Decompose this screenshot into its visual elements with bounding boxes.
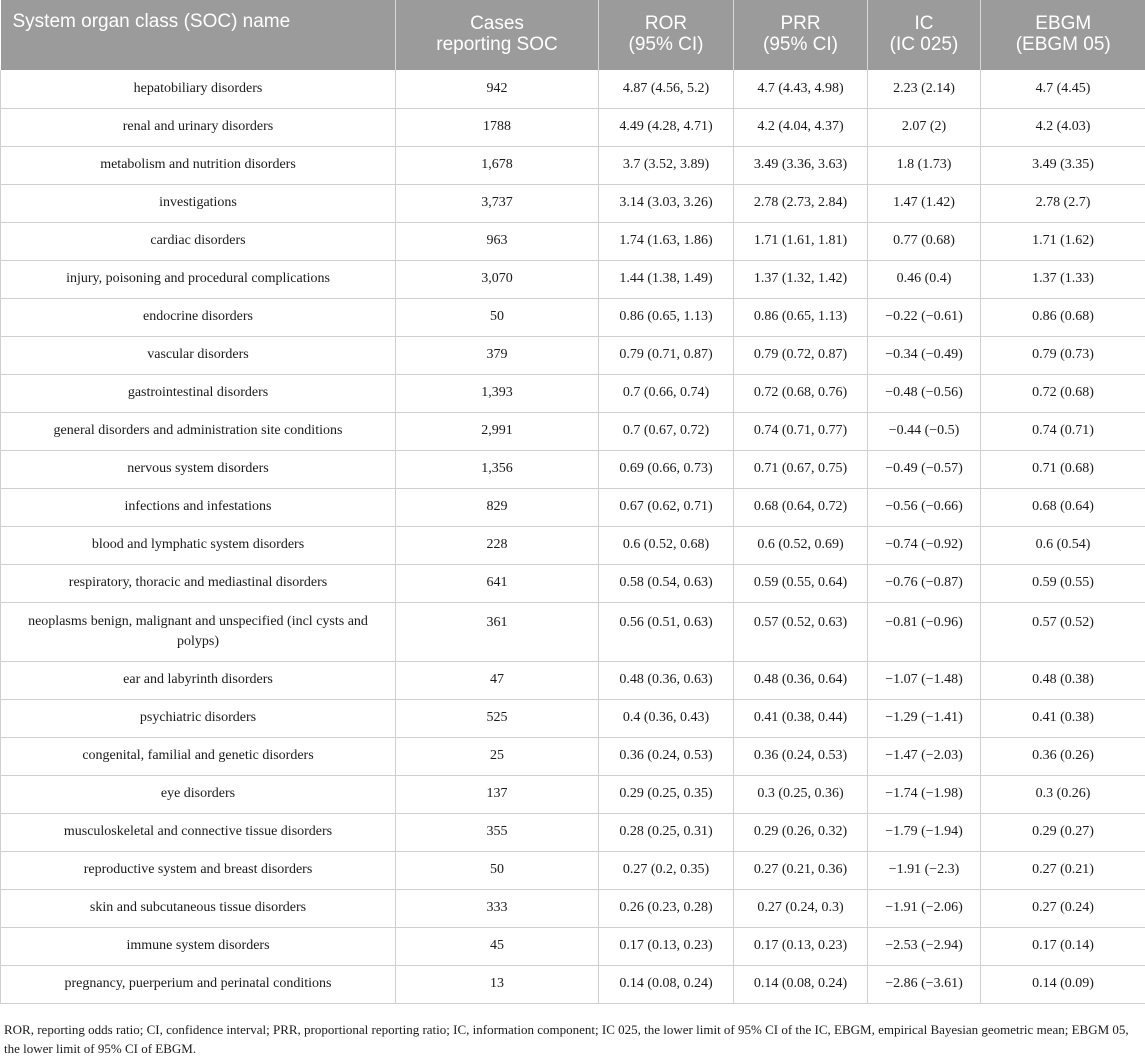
cell-soc-name: neoplasms benign, malignant and unspecified (incl cysts and polyps) xyxy=(1,602,396,661)
cell-ebgm: 1.37 (1.33) xyxy=(981,260,1145,298)
cell-ic: −2.53 (−2.94) xyxy=(868,927,981,965)
cell-cases: 50 xyxy=(396,851,599,889)
cell-ic: −1.07 (−1.48) xyxy=(868,661,981,699)
cell-cases: 1,356 xyxy=(396,450,599,488)
cell-ror: 1.44 (1.38, 1.49) xyxy=(599,260,734,298)
cell-prr: 3.49 (3.36, 3.63) xyxy=(734,146,868,184)
cell-cases: 355 xyxy=(396,813,599,851)
table-row xyxy=(1,298,1145,336)
table-row xyxy=(1,813,1145,851)
table-row xyxy=(1,146,1145,184)
cell-ebgm: 0.29 (0.27) xyxy=(981,813,1145,851)
header-line-1: ROR xyxy=(644,13,688,34)
cell-prr: 0.59 (0.55, 0.64) xyxy=(734,564,868,602)
cell-ror: 0.28 (0.25, 0.31) xyxy=(599,813,734,851)
table-row xyxy=(1,775,1145,813)
cell-ror: 0.7 (0.67, 0.72) xyxy=(599,412,734,450)
cell-ror: 0.69 (0.66, 0.73) xyxy=(599,450,734,488)
cell-cases: 379 xyxy=(396,336,599,374)
cell-ebgm: 0.41 (0.38) xyxy=(981,699,1145,737)
cell-soc-name: cardiac disorders xyxy=(1,222,396,260)
cell-prr: 0.41 (0.38, 0.44) xyxy=(734,699,868,737)
cell-ic: −0.34 (−0.49) xyxy=(868,336,981,374)
cell-prr: 1.71 (1.61, 1.81) xyxy=(734,222,868,260)
header-line-1: EBGM xyxy=(1035,13,1092,34)
cell-soc-name: respiratory, thoracic and mediastinal disorders xyxy=(1,564,396,602)
cell-ic: −2.86 (−3.61) xyxy=(868,965,981,1003)
header-soc-name xyxy=(1,0,396,70)
cell-soc-name: ear and labyrinth disorders xyxy=(1,661,396,699)
cell-ic: −1.29 (−1.41) xyxy=(868,699,981,737)
cell-ic: −1.74 (−1.98) xyxy=(868,775,981,813)
cell-ebgm: 1.71 (1.62) xyxy=(981,222,1145,260)
cell-ebgm: 4.7 (4.45) xyxy=(981,70,1145,108)
cell-prr: 0.57 (0.52, 0.63) xyxy=(734,602,868,661)
cell-ebgm: 0.6 (0.54) xyxy=(981,526,1145,564)
cell-ic: 0.46 (0.4) xyxy=(868,260,981,298)
cell-ror: 0.27 (0.2, 0.35) xyxy=(599,851,734,889)
table-body xyxy=(1,70,1145,1003)
cell-prr: 0.72 (0.68, 0.76) xyxy=(734,374,868,412)
cell-ic: 1.8 (1.73) xyxy=(868,146,981,184)
cell-cases: 1,393 xyxy=(396,374,599,412)
cell-ebgm: 4.2 (4.03) xyxy=(981,108,1145,146)
cell-cases: 525 xyxy=(396,699,599,737)
cell-ebgm: 0.68 (0.64) xyxy=(981,488,1145,526)
cell-prr: 0.74 (0.71, 0.77) xyxy=(734,412,868,450)
header-line-1: PRR xyxy=(780,13,821,34)
cell-soc-name: vascular disorders xyxy=(1,336,396,374)
cell-cases: 25 xyxy=(396,737,599,775)
cell-ror: 0.56 (0.51, 0.63) xyxy=(599,602,734,661)
cell-ic: −0.56 (−0.66) xyxy=(868,488,981,526)
cell-ic: −0.22 (−0.61) xyxy=(868,298,981,336)
header-line-2: (95% CI) xyxy=(763,34,838,55)
cell-ic: −0.48 (−0.56) xyxy=(868,374,981,412)
header-cases xyxy=(396,0,599,70)
cell-ic: 2.07 (2) xyxy=(868,108,981,146)
table-row xyxy=(1,336,1145,374)
cell-ebgm: 2.78 (2.7) xyxy=(981,184,1145,222)
cell-cases: 641 xyxy=(396,564,599,602)
cell-soc-name: eye disorders xyxy=(1,775,396,813)
header-ebgm xyxy=(981,0,1145,70)
cell-ebgm: 0.48 (0.38) xyxy=(981,661,1145,699)
cell-cases: 3,070 xyxy=(396,260,599,298)
cell-prr: 0.36 (0.24, 0.53) xyxy=(734,737,868,775)
cell-ror: 0.7 (0.66, 0.74) xyxy=(599,374,734,412)
cell-ebgm: 0.3 (0.26) xyxy=(981,775,1145,813)
cell-prr: 0.79 (0.72, 0.87) xyxy=(734,336,868,374)
cell-ror: 4.49 (4.28, 4.71) xyxy=(599,108,734,146)
cell-ic: −0.74 (−0.92) xyxy=(868,526,981,564)
table-row xyxy=(1,108,1145,146)
header-line-2: (IC 025) xyxy=(889,34,959,55)
cell-cases: 829 xyxy=(396,488,599,526)
cell-prr: 0.17 (0.13, 0.23) xyxy=(734,927,868,965)
cell-prr: 0.29 (0.26, 0.32) xyxy=(734,813,868,851)
cell-ebgm: 0.79 (0.73) xyxy=(981,336,1145,374)
cell-prr: 2.78 (2.73, 2.84) xyxy=(734,184,868,222)
cell-soc-name: musculoskeletal and connective tissue disorders xyxy=(1,813,396,851)
header-line-2: (EBGM 05) xyxy=(1015,34,1111,55)
table-row xyxy=(1,737,1145,775)
cell-ebgm: 0.27 (0.21) xyxy=(981,851,1145,889)
cell-soc-name: psychiatric disorders xyxy=(1,699,396,737)
cell-ebgm: 0.74 (0.71) xyxy=(981,412,1145,450)
cell-ror: 0.36 (0.24, 0.53) xyxy=(599,737,734,775)
table-row xyxy=(1,889,1145,927)
cell-ebgm: 3.49 (3.35) xyxy=(981,146,1145,184)
cell-ebgm: 0.59 (0.55) xyxy=(981,564,1145,602)
cell-ebgm: 0.14 (0.09) xyxy=(981,965,1145,1003)
cell-ror: 0.26 (0.23, 0.28) xyxy=(599,889,734,927)
cell-prr: 4.7 (4.43, 4.98) xyxy=(734,70,868,108)
table-row xyxy=(1,222,1145,260)
cell-cases: 137 xyxy=(396,775,599,813)
cell-ror: 0.4 (0.36, 0.43) xyxy=(599,699,734,737)
cell-ebgm: 0.72 (0.68) xyxy=(981,374,1145,412)
cell-soc-name: reproductive system and breast disorders xyxy=(1,851,396,889)
cell-ror: 0.58 (0.54, 0.63) xyxy=(599,564,734,602)
header-ror xyxy=(599,0,734,70)
cell-ebgm: 0.27 (0.24) xyxy=(981,889,1145,927)
header-ic xyxy=(868,0,981,70)
table-header xyxy=(1,0,1145,70)
table-row xyxy=(1,260,1145,298)
table-row xyxy=(1,70,1145,108)
cell-ror: 0.14 (0.08, 0.24) xyxy=(599,965,734,1003)
table-row xyxy=(1,184,1145,222)
cell-ic: −1.91 (−2.06) xyxy=(868,889,981,927)
cell-ror: 1.74 (1.63, 1.86) xyxy=(599,222,734,260)
cell-ror: 0.48 (0.36, 0.63) xyxy=(599,661,734,699)
cell-cases: 2,991 xyxy=(396,412,599,450)
header-line-2: reporting SOC xyxy=(436,34,558,55)
table-row xyxy=(1,526,1145,564)
cell-soc-name: hepatobiliary disorders xyxy=(1,70,396,108)
cell-prr: 0.27 (0.24, 0.3) xyxy=(734,889,868,927)
cell-ebgm: 0.71 (0.68) xyxy=(981,450,1145,488)
cell-ebgm: 0.17 (0.14) xyxy=(981,927,1145,965)
cell-cases: 228 xyxy=(396,526,599,564)
cell-soc-name: renal and urinary disorders xyxy=(1,108,396,146)
cell-ror: 0.67 (0.62, 0.71) xyxy=(599,488,734,526)
table-row xyxy=(1,851,1145,889)
cell-ic: 1.47 (1.42) xyxy=(868,184,981,222)
cell-prr: 0.6 (0.52, 0.69) xyxy=(734,526,868,564)
header-row xyxy=(1,0,1145,70)
header-line-1: System organ class (SOC) name xyxy=(12,11,291,32)
cell-soc-name: pregnancy, puerperium and perinatal conditions xyxy=(1,965,396,1003)
cell-ebgm: 0.36 (0.26) xyxy=(981,737,1145,775)
cell-soc-name: endocrine disorders xyxy=(1,298,396,336)
cell-ebgm: 0.57 (0.52) xyxy=(981,602,1145,661)
cell-cases: 13 xyxy=(396,965,599,1003)
cell-prr: 4.2 (4.04, 4.37) xyxy=(734,108,868,146)
table-row xyxy=(1,661,1145,699)
cell-cases: 1,678 xyxy=(396,146,599,184)
cell-prr: 0.68 (0.64, 0.72) xyxy=(734,488,868,526)
cell-ror: 3.7 (3.52, 3.89) xyxy=(599,146,734,184)
cell-prr: 0.48 (0.36, 0.64) xyxy=(734,661,868,699)
cell-ror: 4.87 (4.56, 5.2) xyxy=(599,70,734,108)
table-row xyxy=(1,564,1145,602)
cell-prr: 0.3 (0.25, 0.36) xyxy=(734,775,868,813)
cell-soc-name: injury, poisoning and procedural complications xyxy=(1,260,396,298)
cell-ror: 0.79 (0.71, 0.87) xyxy=(599,336,734,374)
cell-prr: 0.71 (0.67, 0.75) xyxy=(734,450,868,488)
table-row xyxy=(1,488,1145,526)
cell-soc-name: gastrointestinal disorders xyxy=(1,374,396,412)
cell-ror: 0.17 (0.13, 0.23) xyxy=(599,927,734,965)
cell-soc-name: skin and subcutaneous tissue disorders xyxy=(1,889,396,927)
cell-ebgm: 0.86 (0.68) xyxy=(981,298,1145,336)
cell-ic: −0.81 (−0.96) xyxy=(868,602,981,661)
header-prr xyxy=(734,0,868,70)
header-line-2: (95% CI) xyxy=(628,34,704,55)
cell-soc-name: general disorders and administration site conditions xyxy=(1,412,396,450)
cell-cases: 45 xyxy=(396,927,599,965)
table-row xyxy=(1,965,1145,1003)
cell-ror: 0.29 (0.25, 0.35) xyxy=(599,775,734,813)
cell-soc-name: investigations xyxy=(1,184,396,222)
cell-soc-name: nervous system disorders xyxy=(1,450,396,488)
cell-soc-name: immune system disorders xyxy=(1,927,396,965)
table-row xyxy=(1,602,1145,661)
table-row xyxy=(1,374,1145,412)
cell-ic: −1.47 (−2.03) xyxy=(868,737,981,775)
table-row xyxy=(1,450,1145,488)
table-footnote: ROR, reporting odds ratio; CI, confidence interval; PRR, proportional reporting ratio; IC, information component; IC 025, the lower limit of 95% CI of the IC, EBGM, empirical Bayesian geometric mean; EBGM 05, the lower limit of 95% CI of EBGM. xyxy=(4,1022,1129,1056)
header-line-1: IC xyxy=(914,13,934,34)
cell-ror: 0.6 (0.52, 0.68) xyxy=(599,526,734,564)
cell-cases: 361 xyxy=(396,602,599,661)
cell-ror: 0.86 (0.65, 1.13) xyxy=(599,298,734,336)
cell-ic: −0.44 (−0.5) xyxy=(868,412,981,450)
cell-ic: −0.76 (−0.87) xyxy=(868,564,981,602)
header-line-1: Cases xyxy=(470,13,524,34)
cell-ror: 3.14 (3.03, 3.26) xyxy=(599,184,734,222)
table-row xyxy=(1,699,1145,737)
cell-ic: 2.23 (2.14) xyxy=(868,70,981,108)
cell-soc-name: infections and infestations xyxy=(1,488,396,526)
cell-ic: −0.49 (−0.57) xyxy=(868,450,981,488)
cell-cases: 50 xyxy=(396,298,599,336)
cell-prr: 1.37 (1.32, 1.42) xyxy=(734,260,868,298)
cell-prr: 0.14 (0.08, 0.24) xyxy=(734,965,868,1003)
table-row xyxy=(1,927,1145,965)
cell-soc-name: congenital, familial and genetic disorders xyxy=(1,737,396,775)
table-row xyxy=(1,412,1145,450)
cell-cases: 47 xyxy=(396,661,599,699)
cell-ic: −1.91 (−2.3) xyxy=(868,851,981,889)
cell-soc-name: blood and lymphatic system disorders xyxy=(1,526,396,564)
cell-cases: 333 xyxy=(396,889,599,927)
cell-cases: 963 xyxy=(396,222,599,260)
cell-soc-name: metabolism and nutrition disorders xyxy=(1,146,396,184)
cell-cases: 1788 xyxy=(396,108,599,146)
cell-cases: 942 xyxy=(396,70,599,108)
cell-ic: 0.77 (0.68) xyxy=(868,222,981,260)
cell-prr: 0.86 (0.65, 1.13) xyxy=(734,298,868,336)
cell-prr: 0.27 (0.21, 0.36) xyxy=(734,851,868,889)
cell-cases: 3,737 xyxy=(396,184,599,222)
cell-ic: −1.79 (−1.94) xyxy=(868,813,981,851)
